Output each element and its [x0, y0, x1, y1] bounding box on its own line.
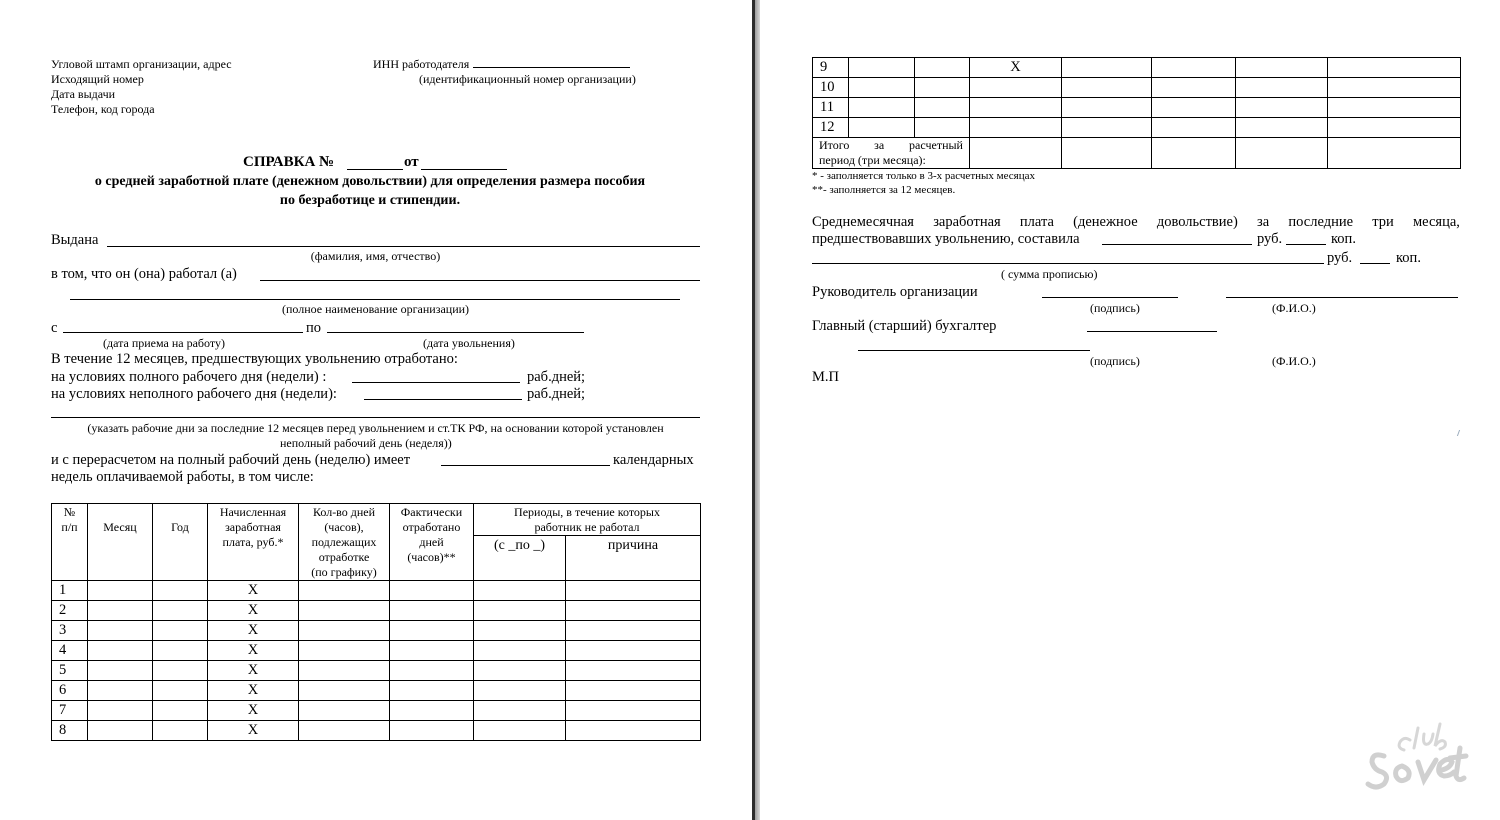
table-cell[interactable] — [474, 721, 566, 741]
row-number: 1 — [52, 581, 88, 601]
inn-hint: (идентификационный номер организации) — [419, 72, 636, 86]
table-cell[interactable] — [88, 701, 153, 721]
table-cell[interactable] — [474, 621, 566, 641]
table-cell[interactable] — [566, 601, 701, 621]
table-cell[interactable] — [153, 721, 208, 741]
organization-hint: (полное наименование организации) — [281, 302, 470, 316]
amount-words-hint: ( сумма прописью) — [1001, 267, 1098, 281]
table-cell[interactable] — [390, 701, 474, 721]
row-number: 4 — [52, 641, 88, 661]
table-cell[interactable] — [474, 581, 566, 601]
total-cell[interactable] — [970, 138, 1062, 169]
kop-label-2: коп. — [1396, 250, 1421, 266]
head-signature-hint: (подпись) — [1090, 301, 1140, 315]
table-cell[interactable] — [390, 581, 474, 601]
certificate-title: СПРАВКА № — [243, 154, 335, 170]
rub-label-2: руб. — [1327, 250, 1353, 266]
total-row-label: Итого за расчетный период (три месяца): — [813, 138, 970, 169]
page-mark — [1457, 430, 1462, 436]
accountant-label: Главный (старший) бухгалтер — [812, 318, 997, 334]
total-cell[interactable] — [1062, 138, 1152, 169]
total-cell[interactable] — [1152, 138, 1236, 169]
part-day-label: на условиях неполного рабочего дня (недели): — [51, 386, 337, 402]
table-cell[interactable] — [474, 681, 566, 701]
salary-cell[interactable]: Х — [208, 701, 299, 721]
table-cell[interactable] — [390, 641, 474, 661]
header-periods: Периоды, в течение которых работник не работал — [474, 504, 701, 536]
inn-label: ИНН работодателя — [373, 57, 470, 71]
certificate-subtitle-1: о средней заработной плате (денежном довольствии) для определения размера пособия — [94, 174, 646, 189]
table-cell[interactable] — [1236, 78, 1328, 98]
table-cell[interactable] — [299, 721, 390, 741]
workdays-note-line[interactable] — [51, 417, 700, 418]
from-label: с — [51, 320, 58, 336]
table-cell[interactable] — [153, 701, 208, 721]
club-sovet-watermark-logo — [1362, 718, 1472, 790]
table-cell[interactable] — [88, 621, 153, 641]
table-cell[interactable] — [299, 681, 390, 701]
table-cell[interactable] — [1062, 118, 1152, 138]
hire-date-line[interactable] — [63, 332, 303, 333]
head-signature-field[interactable] — [1042, 297, 1178, 298]
table-row — [52, 701, 701, 721]
table-cell[interactable] — [849, 118, 915, 138]
table-cell[interactable] — [849, 78, 915, 98]
certificate-from-label: от — [404, 154, 419, 170]
table-cell[interactable] — [390, 661, 474, 681]
table-cell[interactable] — [153, 681, 208, 701]
table-row — [52, 621, 701, 641]
table-row — [52, 681, 701, 701]
table-row — [52, 721, 701, 741]
table-cell[interactable] — [88, 601, 153, 621]
avg-salary-line-2: предшествовавших увольнению, составила — [812, 231, 1080, 247]
outgoing-number-label: Исходящий номер — [51, 72, 144, 86]
accountant-signature-field[interactable] — [1087, 331, 1217, 332]
recalc-field-line[interactable] — [441, 465, 610, 466]
kop-label-1: коп. — [1331, 231, 1356, 247]
header-number: № п/п — [52, 504, 88, 581]
table-cell[interactable] — [849, 58, 915, 78]
worked-12-months-label: В течение 12 месяцев, предшествующих увольнению отработано: — [51, 351, 458, 367]
table-cell[interactable] — [88, 681, 153, 701]
table-row — [52, 641, 701, 661]
salary-cell[interactable]: Х — [208, 661, 299, 681]
table-cell[interactable] — [153, 581, 208, 601]
table-row — [813, 78, 1461, 98]
table-cell[interactable] — [1062, 58, 1152, 78]
row-number: 11 — [813, 98, 849, 118]
fio-hint: (фамилия, имя, отчество) — [310, 249, 441, 263]
header-from-to: (с _по _) — [474, 536, 566, 581]
full-day-field-line[interactable] — [352, 382, 520, 383]
table-cell[interactable] — [474, 701, 566, 721]
head-name-hint: (Ф.И.О.) — [1272, 301, 1316, 315]
table-cell[interactable] — [299, 641, 390, 661]
table-cell[interactable] — [153, 621, 208, 641]
salary-cell[interactable]: Х — [208, 721, 299, 741]
header-planned-days: Кол-во дней (часов), подлежащих отработке (по графику) — [299, 504, 390, 581]
table-row — [52, 601, 701, 621]
table-cell[interactable] — [299, 581, 390, 601]
salary-table-continued — [812, 57, 1461, 169]
header-reason: причина — [566, 536, 701, 581]
workdays-note-1: (указать рабочие дни за последние 12 месяцев перед увольнением и ст.ТК РФ, на основании которой установлен — [87, 421, 664, 435]
row-number: 9 — [813, 58, 849, 78]
table-cell[interactable] — [1152, 118, 1236, 138]
table-cell[interactable] — [299, 621, 390, 641]
table-cell[interactable] — [88, 641, 153, 661]
table-cell[interactable] — [153, 601, 208, 621]
table-cell[interactable] — [474, 641, 566, 661]
table-cell[interactable] — [153, 661, 208, 681]
row-number: 12 — [813, 118, 849, 138]
kop-field-2[interactable] — [1360, 263, 1390, 264]
table-cell[interactable] — [299, 601, 390, 621]
table-cell[interactable] — [88, 661, 153, 681]
avg-salary-field[interactable] — [1102, 244, 1252, 245]
table-cell[interactable] — [915, 118, 970, 138]
table-cell[interactable] — [566, 721, 701, 741]
page-divider — [752, 0, 760, 820]
corner-stamp-label: Угловой штамп организации, адрес — [51, 57, 232, 71]
table-cell[interactable] — [566, 681, 701, 701]
salary-cell[interactable] — [970, 98, 1062, 118]
head-label: Руководитель организации — [812, 284, 978, 300]
recalc-tail: недель оплачиваемой работы, в том числе: — [51, 469, 314, 485]
table-cell[interactable] — [915, 58, 970, 78]
recalc-label: и с перерасчетом на полный рабочий день (неделю) имеет — [51, 452, 411, 468]
worked-label: в том, что он (она) работал (а) — [51, 266, 237, 282]
row-number: 10 — [813, 78, 849, 98]
table-cell[interactable] — [566, 581, 701, 601]
footnote-1: * - заполняется только в 3-х расчетных месяцах — [812, 170, 1035, 182]
row-number: 5 — [52, 661, 88, 681]
dismiss-date-hint: (дата увольнения) — [423, 336, 515, 350]
row-number: 8 — [52, 721, 88, 741]
hire-date-hint: (дата приема на работу) — [103, 336, 225, 350]
table-cell[interactable] — [153, 641, 208, 661]
stamp-place-label: М.П — [812, 369, 839, 385]
table-cell[interactable] — [1328, 118, 1461, 138]
table-cell[interactable] — [1236, 118, 1328, 138]
accountant-name-field[interactable] — [858, 350, 1090, 351]
table-row — [813, 58, 1461, 78]
table-cell[interactable] — [299, 661, 390, 681]
table-cell[interactable] — [1062, 78, 1152, 98]
table-row — [52, 661, 701, 681]
issued-field-line[interactable] — [107, 246, 700, 247]
table-cell[interactable] — [390, 681, 474, 701]
salary-cell[interactable]: Х — [208, 641, 299, 661]
table-cell[interactable] — [1236, 58, 1328, 78]
salary-cell[interactable] — [970, 118, 1062, 138]
table-cell[interactable] — [474, 661, 566, 681]
row-number: 6 — [52, 681, 88, 701]
table-cell[interactable] — [1152, 78, 1236, 98]
to-label: по — [306, 320, 322, 336]
salary-cell[interactable]: Х — [970, 58, 1062, 78]
row-number: 7 — [52, 701, 88, 721]
table-cell[interactable] — [915, 78, 970, 98]
table-cell[interactable] — [474, 601, 566, 621]
salary-cell[interactable]: Х — [208, 581, 299, 601]
table-cell[interactable] — [566, 701, 701, 721]
footnote-2: **- заполняется за 12 месяцев. — [812, 184, 956, 196]
table-cell[interactable] — [390, 721, 474, 741]
table-cell[interactable] — [566, 621, 701, 641]
accountant-name-hint: (Ф.И.О.) — [1272, 354, 1316, 368]
recalc-unit: календарных — [613, 452, 694, 468]
amount-words-field[interactable] — [812, 263, 1324, 264]
salary-cell[interactable] — [970, 78, 1062, 98]
part-day-unit: раб.дней; — [527, 386, 586, 402]
header-actual-days: Фактически отработано дней (часов)** — [390, 504, 474, 581]
kop-field-1[interactable] — [1286, 244, 1326, 245]
salary-cell[interactable]: Х — [208, 621, 299, 641]
full-day-label: на условиях полного рабочего дня (недели) : — [51, 369, 327, 385]
certificate-number-line[interactable] — [347, 169, 403, 170]
row-number: 3 — [52, 621, 88, 641]
table-cell[interactable] — [1062, 98, 1152, 118]
row-number: 2 — [52, 601, 88, 621]
table-cell[interactable] — [88, 581, 153, 601]
rub-label-1: руб. — [1257, 231, 1283, 247]
head-name-field[interactable] — [1226, 297, 1458, 298]
certificate-date-line[interactable] — [421, 169, 507, 170]
worked-field-line[interactable] — [260, 280, 700, 281]
table-cell[interactable] — [1328, 78, 1461, 98]
table-row — [52, 581, 701, 601]
date-issued-label: Дата выдачи — [51, 87, 116, 101]
table-cell[interactable] — [849, 98, 915, 118]
phone-label: Телефон, код города — [51, 102, 155, 116]
table-cell[interactable] — [566, 661, 701, 681]
table-cell[interactable] — [299, 701, 390, 721]
table-cell[interactable] — [390, 621, 474, 641]
salary-table — [51, 503, 701, 741]
table-cell[interactable] — [1236, 98, 1328, 118]
table-cell[interactable] — [1152, 98, 1236, 118]
table-cell[interactable] — [566, 641, 701, 661]
certificate-subtitle-2: по безработице и стипендии. — [279, 193, 461, 208]
table-cell[interactable] — [1152, 58, 1236, 78]
full-day-unit: раб.дней; — [527, 369, 586, 385]
table-cell[interactable] — [915, 98, 970, 118]
table-cell[interactable] — [1328, 98, 1461, 118]
salary-cell[interactable]: Х — [208, 601, 299, 621]
organization-field-line[interactable] — [70, 299, 680, 300]
total-cell[interactable] — [1236, 138, 1328, 169]
dismiss-date-line[interactable] — [327, 332, 584, 333]
avg-salary-line-1: Среднемесячная заработная плата (денежное довольствие) за последние три месяца, — [812, 214, 1460, 230]
table-cell[interactable] — [390, 601, 474, 621]
header-year: Год — [153, 504, 208, 581]
total-cell[interactable] — [1328, 138, 1461, 169]
header-salary: Начисленная заработная плата, руб.* — [208, 504, 299, 581]
table-row — [813, 98, 1461, 118]
issued-label: Выдана — [51, 232, 99, 248]
table-cell[interactable] — [88, 721, 153, 741]
document-page-right — [760, 0, 1500, 820]
table-cell[interactable] — [1328, 58, 1461, 78]
table-row — [813, 118, 1461, 138]
workdays-note-2: неполный рабочий день (неделя)) — [280, 436, 452, 450]
salary-cell[interactable]: Х — [208, 681, 299, 701]
accountant-signature-hint: (подпись) — [1090, 354, 1140, 368]
inn-field-line[interactable] — [473, 67, 630, 68]
part-day-field-line[interactable] — [364, 399, 522, 400]
header-month: Месяц — [88, 504, 153, 581]
